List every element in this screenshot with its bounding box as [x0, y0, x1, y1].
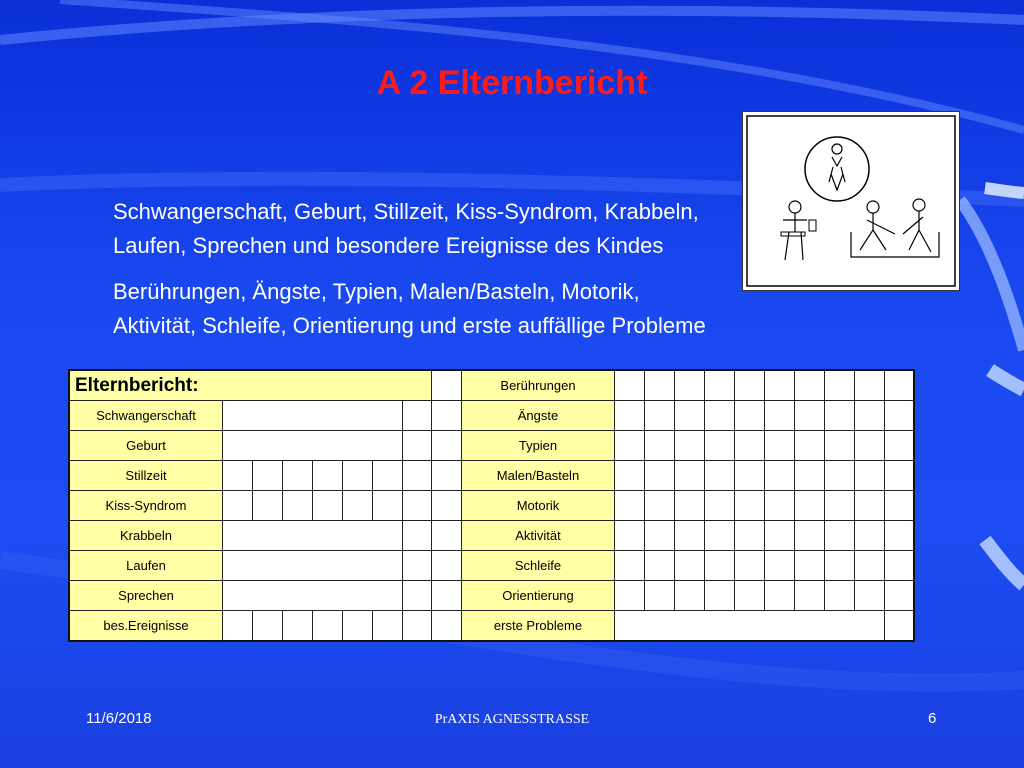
answer-field[interactable]	[615, 611, 885, 642]
right-label: Ängste	[462, 401, 615, 431]
answer-field[interactable]	[223, 401, 403, 431]
table-row	[69, 431, 914, 461]
left-label: Stillzeit	[69, 461, 223, 491]
left-label: bes.Ereignisse	[69, 611, 223, 642]
table-row	[69, 611, 914, 642]
right-label: erste Probleme	[462, 611, 615, 642]
family-drawing	[742, 111, 960, 291]
table-row	[69, 461, 914, 491]
bullet-item: Schwangerschaft, Geburt, Stillzeit, Kiss-Syndrom, Krabbeln, Laufen, Sprechen und besondere Ereignisse des Kindes	[113, 199, 699, 258]
right-label: Schleife	[462, 551, 615, 581]
table-row	[69, 581, 914, 611]
table-row	[69, 401, 914, 431]
right-label: Motorik	[462, 491, 615, 521]
right-label: Typien	[462, 431, 615, 461]
elternbericht-form	[68, 369, 915, 642]
family-consultation-icon	[743, 112, 959, 290]
right-label: Malen/Basteln	[462, 461, 615, 491]
right-label: Berührungen	[462, 370, 615, 401]
left-label: Schwangerschaft	[69, 401, 223, 431]
table-row	[69, 491, 914, 521]
bullet-list	[113, 195, 713, 355]
bullet-item: Berührungen, Ängste, Typien, Malen/Basteln, Motorik, Aktivität, Schleife, Orientierung und erste auffällige Probleme	[113, 279, 706, 338]
right-label: Aktivität	[462, 521, 615, 551]
table-row	[69, 551, 914, 581]
left-label: Kiss-Syndrom	[69, 491, 223, 521]
footer-title: PrAXIS AGNESSTRASSE	[434, 712, 590, 727]
answer-field[interactable]	[223, 521, 403, 551]
left-label: Sprechen	[69, 581, 223, 611]
form-heading: Elternbericht:	[69, 370, 432, 401]
slide-title: A 2 Elternbericht	[376, 64, 648, 102]
table-row	[69, 370, 914, 401]
right-label: Orientierung	[462, 581, 615, 611]
answer-field[interactable]	[223, 581, 403, 611]
left-label: Krabbeln	[69, 521, 223, 551]
left-label: Geburt	[69, 431, 223, 461]
page-number: 6	[928, 710, 937, 727]
answer-field[interactable]	[223, 551, 403, 581]
left-label: Laufen	[69, 551, 223, 581]
table-row	[69, 521, 914, 551]
answer-field[interactable]	[223, 431, 403, 461]
footer-date: 11/6/2018	[86, 710, 152, 727]
